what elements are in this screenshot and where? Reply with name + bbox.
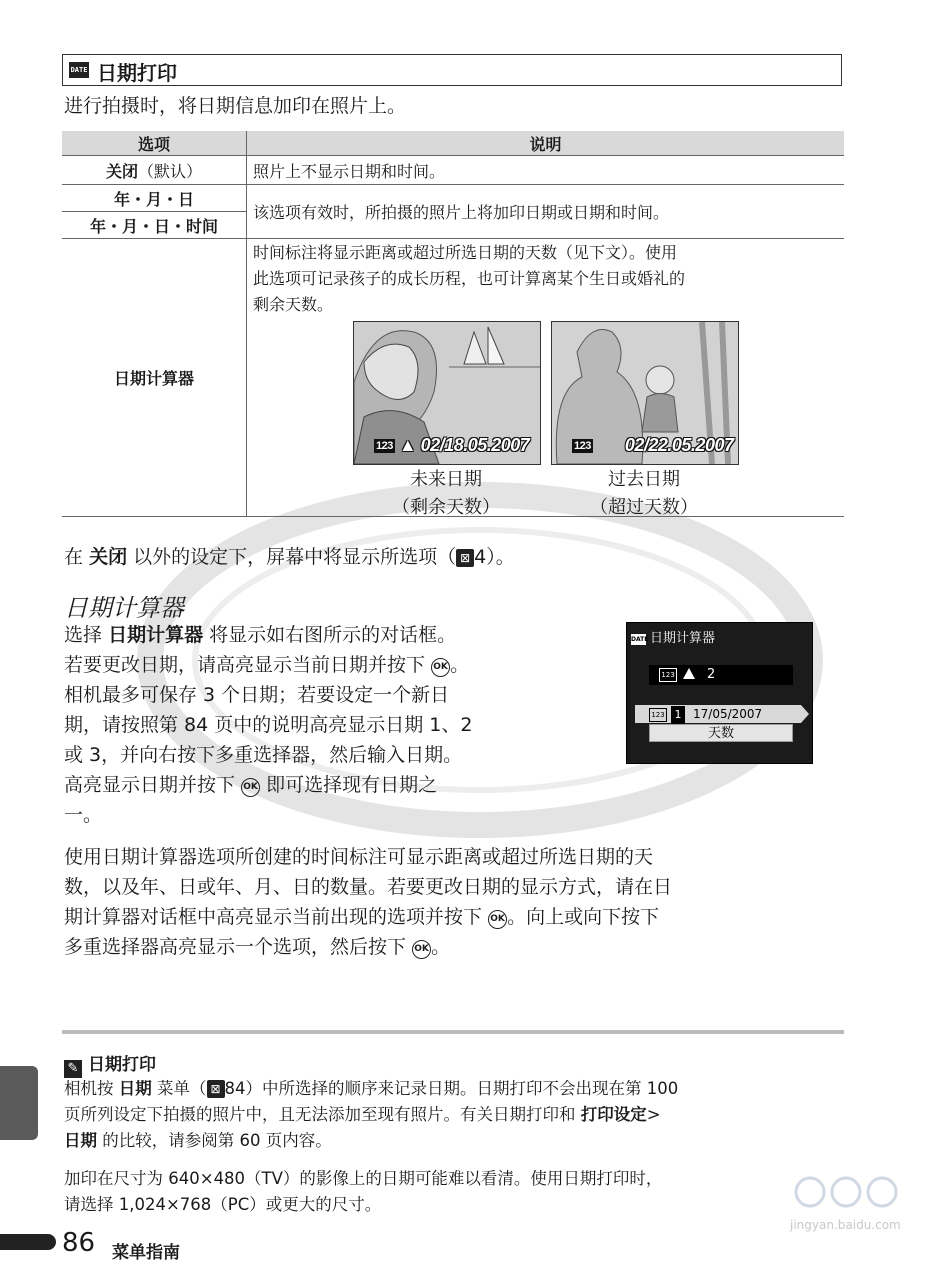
note-paragraph-1 — [64, 1076, 846, 1154]
stamp-text: ▲ 02/18.05.2007 — [398, 435, 530, 455]
date-stamp — [572, 435, 733, 456]
example-photo-future — [353, 321, 541, 465]
para-line: 相机最多可保存 3 个日期；若要设定一个新日 — [64, 684, 450, 706]
option-cell — [62, 156, 247, 185]
dialog-row-date[interactable] — [635, 705, 801, 723]
date-counter-paragraph — [64, 620, 604, 830]
text: ）中所选择的顺序来记录日期。日期打印不会出现在第 100 — [245, 1079, 679, 1098]
text: > — [646, 1105, 661, 1124]
bold-option: 日期计算器 — [108, 624, 204, 646]
para-line — [64, 650, 604, 680]
option-cell: 日期计算器 — [62, 239, 247, 517]
note-line: 请选择 1,024×768（PC）或更大的尺寸。 — [64, 1195, 382, 1214]
triangle-icon — [683, 668, 695, 679]
intro-text: 进行拍摄时，将日期信息加印在照片上。 — [64, 95, 407, 117]
para-line: 或 3，并向右按下多重选择器，然后输入日期。 — [64, 744, 463, 766]
option-cell: 年・月・日 — [62, 185, 247, 212]
dialog-title-text: 日期计算器 — [650, 631, 716, 646]
watermark-text: jingyan.baidu.com — [790, 1218, 901, 1232]
chapter-label: 菜单指南 — [112, 1243, 180, 1263]
text: 页所列设定下拍摄的照片中，且无法添加至现有照片。有关日期打印和 — [64, 1105, 576, 1124]
text: ）。 — [486, 546, 515, 568]
ok-button-icon: OK — [412, 940, 431, 959]
date-slot-number: 1 — [671, 706, 685, 724]
date-imprint-icon: DATE — [69, 62, 89, 78]
text: 菜单（ — [157, 1079, 207, 1098]
caption-line: （剩余天数） — [392, 497, 500, 518]
example-photo-past — [551, 321, 739, 465]
table-row — [62, 185, 844, 212]
date-value: 17/05/2007 — [693, 707, 763, 721]
photo-caption — [353, 466, 539, 522]
caption-line: （超过天数） — [590, 497, 698, 518]
right-arrow-icon — [801, 705, 809, 723]
date-stamp — [374, 435, 529, 456]
desc-line: 时间标注将显示距离或超过所选日期的天数（见下文）。使用 — [253, 243, 678, 262]
section-title: 日期打印 — [97, 61, 177, 85]
page-ref: 4 — [474, 546, 487, 568]
text: 即可选择现有日期之 — [266, 774, 438, 796]
pencil-icon: ✎ — [64, 1060, 82, 1078]
default-tag: （默认） — [138, 161, 203, 181]
dialog-title — [631, 627, 715, 646]
text: 。 — [431, 936, 451, 958]
text: 若要更改日期，请高亮显示当前日期并按下 — [64, 654, 426, 676]
date-counter-dialog — [626, 622, 813, 764]
counter-icon: 123 — [649, 708, 667, 722]
desc-cell — [247, 239, 845, 517]
para-line — [64, 902, 846, 932]
menu-ref-icon: ⊠ — [207, 1080, 225, 1098]
para-line — [64, 770, 604, 800]
note-line: 加印在尺寸为 640×480（TV）的影像上的日期可能难以看清。使用日期打印时， — [64, 1169, 663, 1188]
para-line: 数，以及年、日或年、月、日的数量。若要更改日期的显示方式，请在日 — [64, 876, 673, 898]
dialog-row-counter — [649, 665, 793, 685]
stamp-text: 02/22.05.2007 — [624, 435, 734, 455]
page-number: 86 — [62, 1228, 96, 1258]
caption-line: 未来日期 — [410, 469, 482, 490]
bold-option: 打印设定 — [580, 1105, 647, 1124]
para-line — [64, 620, 604, 650]
option-name: 关闭 — [105, 161, 138, 181]
counter-icon: 123 — [659, 668, 677, 682]
text: 。向上或向下按下 — [507, 906, 660, 928]
ok-button-icon: OK — [488, 910, 507, 929]
note-divider — [62, 1030, 844, 1034]
bold-option: 日期 — [118, 1079, 152, 1098]
display-mode-paragraph — [64, 842, 846, 962]
note-paragraph-2 — [64, 1166, 846, 1218]
subsection-title: 日期计算器 — [64, 594, 184, 622]
text: 以外的设定下，屏幕中将显示所选项（ — [133, 546, 457, 568]
bold-option: 关闭 — [89, 546, 128, 568]
option-cell: 年・月・日・时间 — [62, 212, 247, 239]
date-counter-icon: 123 — [376, 440, 393, 452]
table-header-option: 选项 — [62, 131, 247, 156]
para-line: 期，请按照第 84 页中的说明高亮显示日期 1、2 — [64, 714, 473, 736]
text: 选择 — [64, 624, 103, 646]
dialog-row-display[interactable]: 天数 — [649, 724, 793, 742]
display-note — [64, 542, 515, 572]
date-counter-icon: 123 — [574, 440, 591, 452]
text: 高亮显示日期并按下 — [64, 774, 236, 796]
text: 多重选择器高亮显示一个选项，然后按下 — [64, 936, 407, 958]
text: 期计算器对话框中高亮显示当前出现的选项并按下 — [64, 906, 483, 928]
desc-line: 此选项可记录孩子的成长历程，也可计算离某个生日或婚礼的 — [253, 269, 686, 288]
ok-button-icon: OK — [431, 658, 450, 677]
text: 将显示如右图所示的对话框。 — [209, 624, 457, 646]
section-header — [62, 54, 842, 86]
note-line — [64, 1076, 846, 1102]
text: 。 — [450, 654, 470, 676]
caption-line: 过去日期 — [608, 469, 680, 490]
para-line — [64, 932, 846, 962]
bold-option: 日期 — [64, 1131, 97, 1150]
page-ref: 84 — [224, 1079, 246, 1098]
photo-caption — [551, 466, 737, 522]
note-title — [64, 1050, 156, 1078]
desc-cell: 照片上不显示日期和时间。 — [247, 156, 845, 185]
chapter-tab — [0, 1066, 38, 1140]
counter-value: 2 — [707, 667, 716, 682]
monitor-ref-icon: ⊠ — [456, 549, 474, 567]
para-line: 一。 — [64, 804, 103, 826]
desc-cell: 该选项有效时，所拍摄的照片上将加印日期或日期和时间。 — [247, 185, 845, 239]
text: 的比较，请参阅第 60 页内容。 — [102, 1131, 332, 1150]
para-line: 使用日期计算器选项所创建的时间标注可显示距离或超过所选日期的天 — [64, 846, 654, 868]
note-title-text: 日期打印 — [88, 1055, 156, 1075]
text: 相机按 — [64, 1079, 114, 1098]
table-row — [62, 156, 844, 185]
footer-bar — [0, 1234, 56, 1250]
desc-line: 剩余天数。 — [253, 295, 334, 314]
text: 在 — [64, 546, 84, 568]
date-imprint-icon: DATE — [631, 636, 649, 643]
table-header-desc: 说明 — [247, 131, 845, 156]
desc-text — [253, 240, 844, 318]
note-line — [64, 1128, 846, 1154]
note-line — [64, 1102, 846, 1128]
ok-button-icon: OK — [241, 778, 260, 797]
